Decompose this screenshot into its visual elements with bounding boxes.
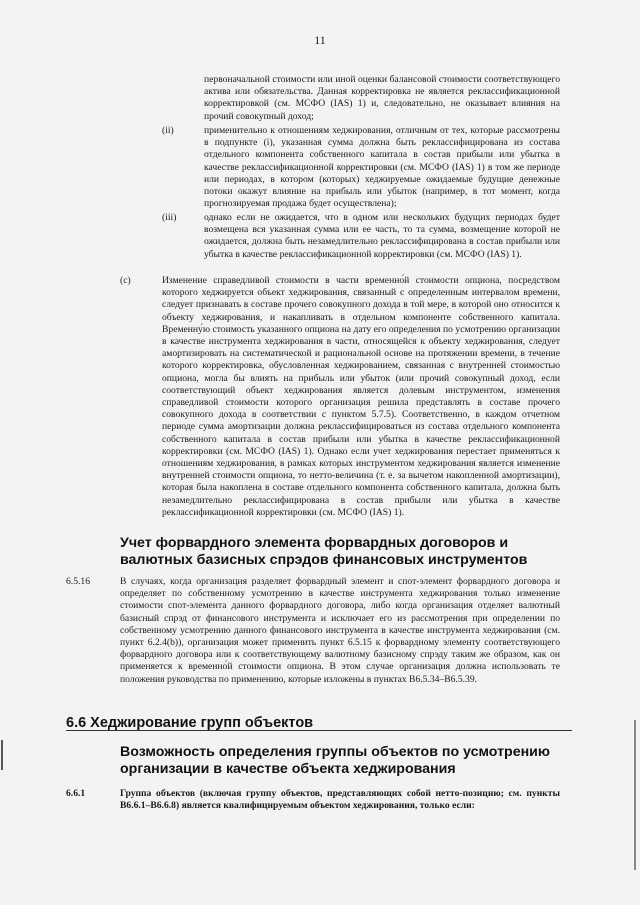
paragraph-number-6-5-16: 6.5.16 (66, 576, 90, 587)
scan-mark-right (634, 720, 636, 870)
paragraph-number-6-6-1: 6.6.1 (66, 788, 86, 799)
list-item-c: Изменение справедливой стоимости в части временно́й стоимости опциона, посредством которого хеджируется объект хеджирования, связанный с определенным интервалом времени, следует признавать в составе прочего совокупного дохода в той мере, в которой оно относится к объекту хеджирования, и накапливать в отдельном компоненте собственного капитала. Временну́ю стоимость указанного опциона на дату его определения по усмотрению организации в качестве инструмента хеджирования в части, относящейся к объекту хеджирования, следует амортизировать на систематической и рациональной основе на протяжении времени, в течение которого корректировка, обусловленная хеджированием, связанная с внутренней стоимостью опциона, могла бы влиять на прибыль или убыток (или прочий совокупный доход, если соответствующий объект хеджирования является долевым инструментом, изменения справедливой стоимости которого организация решила представлять в составе прочего совокупного дохода в соответствии с пунктом 5.7.5). Соответственно, в каждом отчетном периоде сумма амортизации должна реклассифицироваться из состава отдельного компонента собственного капитала в состав прибыли или убытка в качестве реклассификационной корректировки (см. МСФО (IAS) 1). Однако если учет хеджирования перестает применяться к отношениям хеджирования, в рамках которых инструментом хеджирования является изменение внутренней стоимости опциона, то нетто-величина (т. е. за вычетом накопленной амортизации), которая была накоплена в составе отдельного компонента собственного капитала, должна быть незамедлительно реклассифицирована в состав прибыли или убытка в качестве реклассификационной корректировки (см. МСФО (IAS) 1). (162, 275, 560, 518)
list-label-c: (c) (120, 275, 131, 286)
paragraph-6-5-16: В случаях, когда организация разделяет форвардный элемент и спот-элемент форвардного договора и определяет по собственному усмотрению в качестве инструмента хеджирования только изменение стоимости спот-элемента данного форвардного договора, либо когда организация отделяет валютный базисный спрэд от финансового инструмента и исключает его из рассмотрения при определении по собственному усмотрению данного финансового инструмента в качестве инструмента хеджирования (см. пункт 6.2.4(b)), организация может применить пункт 6.5.15 к форвардному элементу соответствующего форвардного договора или к соответствующему валютному базисному спрэду таким же образом, как он применяется к временно́й стоимости опциона. В этом случае организация должна использовать те положения руководства по применению, которые изложены в пунктах B6.5.34–B6.5.39. (120, 576, 560, 685)
section-rule (66, 730, 572, 731)
scan-mark-left (1, 740, 3, 770)
list-label-ii: (ii) (162, 125, 174, 136)
continued-paragraph: первоначальной стоимости или иной оценки балансовой стоимости соответствующего актива или обязательства. Данная корректировка не является реклассификационной корректировкой (см. МСФО (IAS) 1) и, следовательно, не оказывает влияния на прочий совокупный доход; (204, 74, 560, 122)
list-item-iii: однако если не ожидается, что в одном или нескольких будущих периодах будет возмещена вся указанная сумма или ее часть, то та сумма, возмещение которой не ожидается, должна быть незамедлительно реклассифицирована в состав прибыли или убытка в качестве реклассификационной корректировки (см. МСФО (IAS) 1). (204, 212, 560, 260)
list-label-iii: (iii) (162, 212, 177, 223)
page-number: 11 (314, 33, 326, 47)
section-title-6-6: 6.6 Хеджирование групп объектов (66, 715, 314, 731)
subheading-group-designation: Возможность определения группы объектов по усмотрению организации в качестве объекта хеджирования (120, 744, 551, 777)
subheading-forward-element: Учет форвардного элемента форвардных договоров и валютных базисных спрэдов финансовых инструментов (120, 535, 528, 568)
list-item-ii: применительно к отношениям хеджирования, отличным от тех, которые рассмотрены в подпункте (i), указанная сумма должна быть реклассифицирована из состава отдельного компонента собственного капитала в состав прибыли или убытка в качестве реклассификационной корректировки (см. МСФО (IAS) 1) в том же периоде или периодах, в котором (которых) хеджируемые ожидаемые будущие денежные потоки окажут влияние на прибыль или убыток (например, в тот момент, когда прогнозируемая продажа будет осуществлена); (204, 125, 560, 210)
paragraph-6-6-1: Группа объектов (включая группу объектов, представляющих собой нетто-позицию; см. пункты B6.6.1–B6.6.8) является квалифицируемым объектом хеджирования, только если: (120, 788, 560, 812)
